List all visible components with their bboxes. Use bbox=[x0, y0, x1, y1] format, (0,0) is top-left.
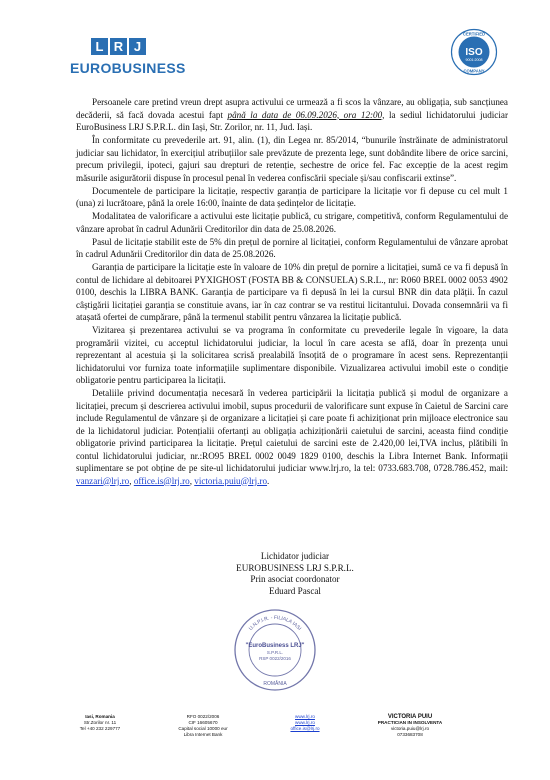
signature-title: Prin asociat coordonator bbox=[250, 574, 340, 584]
paragraph-method: Modalitatea de valorificare a activului este licitație publică, cu strigare, competitivă, conform Regulamentului de vânzare aprobat în cadrul Adunării Creditorilor din data de 25.08.2026. bbox=[76, 211, 508, 234]
final-period: . bbox=[267, 475, 270, 486]
claims-deadline: până la data de 06.09.2026, ora 12:00, bbox=[227, 109, 385, 120]
company-stamp-icon bbox=[232, 607, 318, 693]
iso-bottom-text: COMPANY bbox=[463, 68, 485, 74]
logo-letter-l: L bbox=[91, 38, 108, 55]
separator: , bbox=[129, 475, 134, 486]
paragraph-claims-text-end: la sediul lichidatorului judiciar EuroBusiness LRJ S.P.R.L. din Iași, Str. Zorilor, nr. 11, Jud. Iași. bbox=[76, 109, 508, 132]
paragraph-specifications bbox=[76, 387, 508, 487]
signature-block bbox=[200, 551, 390, 597]
footer-website-link-2[interactable]: www.lrj.ro bbox=[295, 720, 315, 725]
stamp-company: "EuroBusiness LRJ" bbox=[245, 643, 305, 649]
footer-company-info bbox=[168, 714, 238, 738]
paragraph-claims bbox=[76, 96, 508, 134]
signature-role: Lichidator judiciar bbox=[260, 551, 330, 561]
footer-phone: Tel +40 232 229777 bbox=[79, 726, 121, 731]
email-link-office[interactable]: office.is@lrj.ro bbox=[133, 475, 190, 486]
footer-email-link[interactable]: office.is@lrj.ro bbox=[290, 726, 320, 731]
footer-capital: Capital social 10000 eur bbox=[178, 726, 228, 731]
logo-letter-j: J bbox=[129, 38, 146, 55]
footer-bank: Libra Internet Bank bbox=[183, 732, 223, 737]
footer-website-link[interactable]: www.lrj.ro bbox=[295, 714, 315, 719]
footer-practitioner bbox=[365, 714, 455, 738]
paragraph-documents: Documentele de participare la licitație, respectiv garanția de participare la licitație vor fi depuse cu cel mult 1 (una) zi lucrătoare, până la orele 16:00, înainte de data ședințelor de licitație. bbox=[76, 185, 508, 208]
iso-label: ISO bbox=[465, 47, 483, 58]
footer-city: Iasi, Romania bbox=[85, 714, 115, 719]
paragraph-guarantee: Garanția de participare la licitație este în valoare de 10% din prețul de pornire a licitației, sumă ce va fi depusă în contul de lichidare al debitoarei PYXIGHOST (FOSTA BB & CONSUELA) S.R.L., nr: R060 BREL 0002 0053 4902 0100, deschis la LIBRA BANK. Garanția de participare va fi depusă în lei la cursul BNR din data plății. În cazul câștigării licitației garanția se constituie avans, iar în caz contrar se va restitui licitantului. Dovada consemnării va fi atașată ofertei de cumpărare, până la termenul stabilit pentru vânzarea la licitație publică. bbox=[76, 262, 508, 322]
iso-top-text: CERTIFIED bbox=[462, 31, 486, 37]
signature-person: Eduard Pascal bbox=[269, 585, 321, 596]
iso-certified-badge-icon bbox=[450, 28, 498, 76]
stamp-sprl: S.P.R.L. bbox=[266, 650, 284, 655]
stamp-top-text: U.N.P.I.R. - FILIALA IASI bbox=[247, 614, 303, 632]
stamp-country: ROMÂNIA bbox=[263, 681, 287, 687]
paragraph-visit: Vizitarea și prezentarea activului se va programa în conformitate cu prevederile legale în vigoare, la data programării vizitei, cu acceptul lichidatorului judiciar, la locul în care acesta se află, doar în prezența unui reprezentant al acestuia și la solicitarea scrisă prealabilă însoțită de o programare în acest sens. Reprezentanții lichidatorului vor furniza toate informațiile suplimentare disponibile. Vizualizarea activului imobil este o condiție obligatorie pentru participarea la licitații. bbox=[76, 325, 508, 385]
paragraph-claims-text: Persoanele care pretind vreun drept asupra activului ce urmează a fi scos la vânzare, au obligația, sub sancțiunea decăderii, să facă dovada acestui fapt bbox=[76, 97, 508, 120]
document-footer bbox=[0, 714, 550, 754]
eurobusiness-logo bbox=[70, 38, 186, 83]
footer-practitioner-email: victoria.puiu@lrj.ro bbox=[390, 726, 430, 731]
separator: , bbox=[189, 475, 195, 486]
paragraph-specifications-text: Detaliile privind documentația necesară în vederea participării la licitația publică și modul de organizare a licitației, precum și descrierea activului imobil, supus procedurii de valorificare sunt expuse în Caietul de Sarcini care include Regulamentul de vânzare și de organizare a licitației și care poate fi achiziționat prin mijloace electronice sau de la lichidatorul judiciar. Potențialii ofertanți au obligația achiziționării caietului de sarcini, aceasta fiind condiție obligatorie privind participarea la licitație. Prețul caietului de sarcini este de 2.420,00 lei,TVA inclus, plătibili în contul lichidatorului judiciar, nr.:RO95 BREL 0002 0049 1829 0100, deschis la Libra Internet Bank. Informații suplimentare se pot obține de pe site-ul lichidatorului judiciar www.lrj.ro, la tel: 0733.683.708, 0728.786.452, mail: bbox=[76, 388, 508, 473]
logo-text: EUROBUSINESS bbox=[70, 60, 186, 76]
logo-letters bbox=[91, 38, 180, 55]
footer-practitioner-phone: 0733683708 bbox=[397, 732, 423, 737]
email-link-vanzari[interactable]: vanzari@lrj.ro bbox=[76, 475, 130, 486]
email-link-victoria[interactable]: victoria.puiu@lrj.ro bbox=[194, 475, 268, 486]
footer-address bbox=[70, 714, 130, 732]
footer-street: Str.Zorilor nr. 11 bbox=[83, 720, 117, 725]
document-body bbox=[76, 96, 508, 488]
signature-company: EUROBUSINESS LRJ S.P.R.L. bbox=[236, 562, 354, 573]
footer-web bbox=[275, 714, 335, 732]
footer-cif: CIF 16605670 bbox=[188, 720, 218, 725]
footer-practitioner-name: VICTORIA PUIU bbox=[387, 714, 433, 720]
footer-rfo: RFO 0022/2006 bbox=[186, 714, 220, 719]
footer-practitioner-title: PRACTICIAN IN INSOLVENTA bbox=[377, 720, 443, 725]
logo-letter-r: R bbox=[110, 38, 127, 55]
iso-number: 9001:2008 bbox=[465, 58, 483, 62]
paragraph-law-article: În conformitate cu prevederile art. 91, alin. (1), din Legea nr. 85/2014, “bunurile înstrăinate de administratorul judiciar sau lichidator, în exercițiul atribuțiilor sale prevăzute de prezenta lege, sunt dobândite libere de orice sarcini, precum privilegii, ipoteci, gajuri sau drepturi de retenție, sechestre de orice fel. Fac excepție de la acest regim măsurile asigurătorii dispuse în procesul penal în vederea confiscării speciale și/sau confiscarii extinse”. bbox=[76, 135, 508, 183]
stamp-rsp: RSP 0022/2016 bbox=[259, 656, 291, 661]
paragraph-bid-step: Pasul de licitație stabilit este de 5% din prețul de pornire al licitației, conform Regulamentului de vânzare aprobat în cadrul Adunării Creditorilor din data de 25.08.2026. bbox=[76, 236, 508, 259]
